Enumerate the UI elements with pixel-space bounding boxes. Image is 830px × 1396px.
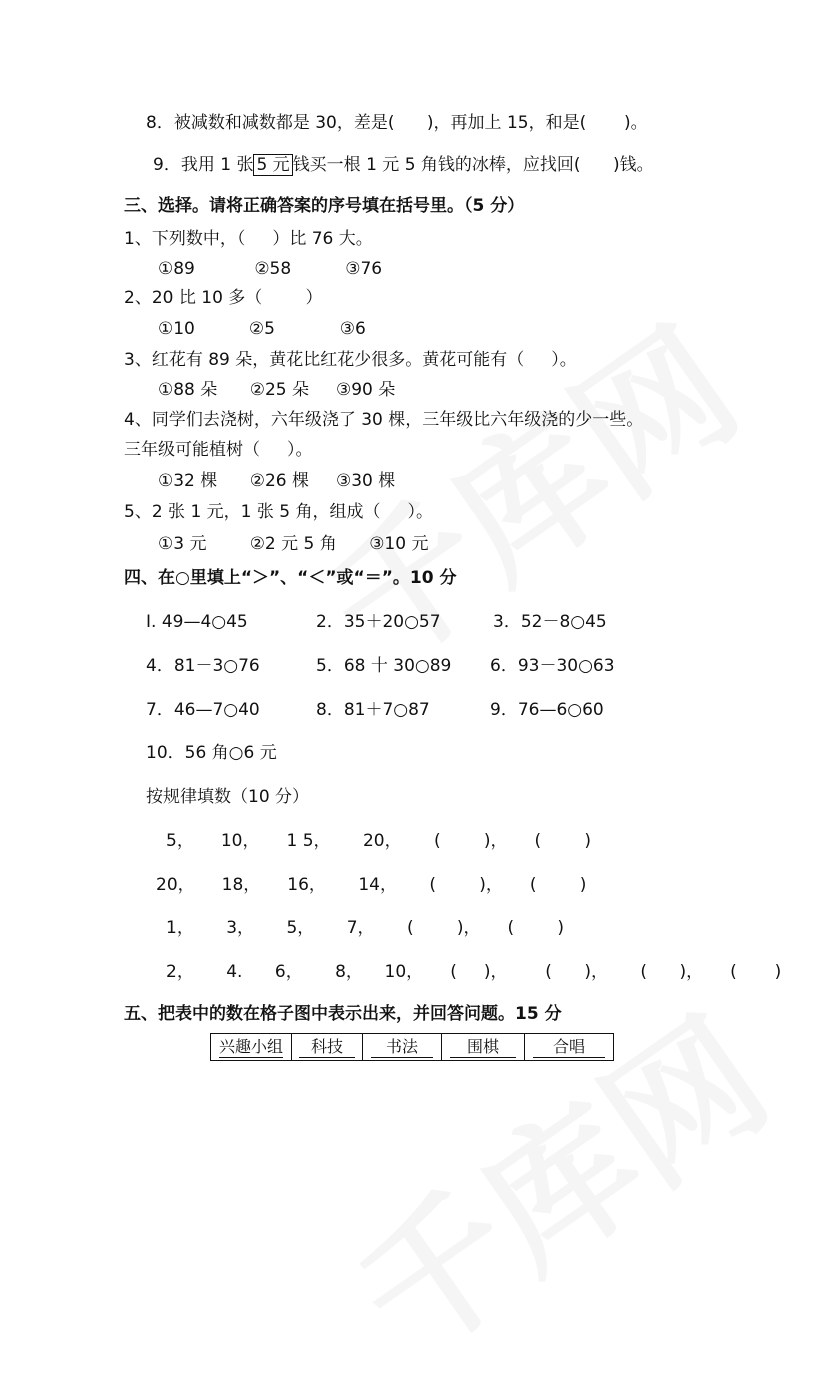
table-header-cell: 合唱: [525, 1034, 614, 1061]
pattern-row-2: 20， 18， 16， 14， ( )， ( ): [156, 875, 587, 895]
s3-q5-options: ①3 元 ②2 元 5 角 ③10 元: [158, 534, 429, 554]
s4-item-6: 6．93－30○63: [490, 656, 615, 676]
s3-q1: 1、下列数中，（ ）比 76 大。: [124, 229, 373, 249]
q9-boxed-money: 5 元: [253, 154, 292, 176]
pattern-row-3: 1， 3， 5， 7， ( )， ( ): [166, 918, 564, 938]
q9-suffix: 钱买一根 1 元 5 角钱的冰棒，应找回( )钱。: [292, 155, 654, 175]
s4-item-5: 5．68 十 30○89: [316, 656, 452, 676]
pattern-row-4: 2， 4. 6， 8， 10， ( )， ( )， ( )， ( ): [166, 962, 782, 982]
interest-group-table: [210, 1033, 614, 1061]
pattern-row-1: 5， 10， 1 5， 20， ( )， ( ): [166, 831, 592, 851]
pattern-title: 按规律填数（10 分）: [146, 787, 310, 807]
s3-q5: 5、2 张 1 元，1 张 5 角，组成（ ）。: [124, 502, 434, 522]
s3-q3: 3、红花有 89 朵，黄花比红花少很多。黄花可能有（ ）。: [124, 350, 577, 370]
s4-item-2: 2．35＋20○57: [316, 612, 441, 632]
table-row: [211, 1034, 614, 1061]
s4-item-10: 10．56 角○6 元: [146, 743, 277, 763]
s3-q2: 2、20 比 10 多（ ）: [124, 288, 323, 308]
table-header-cell: 兴趣小组: [211, 1034, 292, 1061]
table-header-cell: 科技: [292, 1034, 363, 1061]
q9-prefix: 9．我用 1 张: [153, 155, 254, 175]
s4-item-7: 7．46—7○40: [146, 700, 260, 720]
watermark-bottom: [309, 960, 802, 1395]
fill-in-q8: 8．被减数和减数都是 30，差是( )，再加上 15，和是( )。: [146, 113, 648, 133]
s3-q4-line2: 三年级可能植树（ ）。: [124, 440, 313, 460]
s3-q1-options: ①89 ②58 ③76: [158, 259, 383, 279]
section3-title: 三、选择。请将正确答案的序号填在括号里。（5 分）: [124, 196, 525, 216]
s4-item-1: Ⅰ. 49—4○45: [146, 612, 248, 632]
s4-item-8: 8．81＋7○87: [316, 700, 430, 720]
s3-q3-options: ①88 朵 ②25 朵 ③90 朵: [158, 380, 396, 400]
section5-title: 五、把表中的数在格子图中表示出来，并回答问题。15 分: [124, 1004, 562, 1024]
s3-q2-options: ①10 ②5 ③6: [158, 319, 366, 339]
s3-q4: 4、同学们去浇树，六年级浇了 30 棵，三年级比六年级浇的少一些。: [124, 410, 644, 430]
table-header-cell: 书法: [363, 1034, 442, 1061]
s4-item-3: 3．52－8○45: [493, 612, 607, 632]
table-header-cell: 围棋: [442, 1034, 525, 1061]
fill-in-q9: [153, 154, 654, 176]
s4-item-9: 9．76—6○60: [490, 700, 604, 720]
s3-q4-options: ①32 棵 ②26 棵 ③30 棵: [158, 471, 396, 491]
section4-title: 四、在○里填上“＞”、“＜”或“＝”。10 分: [124, 568, 457, 588]
s4-item-4: 4．81－3○76: [146, 656, 260, 676]
